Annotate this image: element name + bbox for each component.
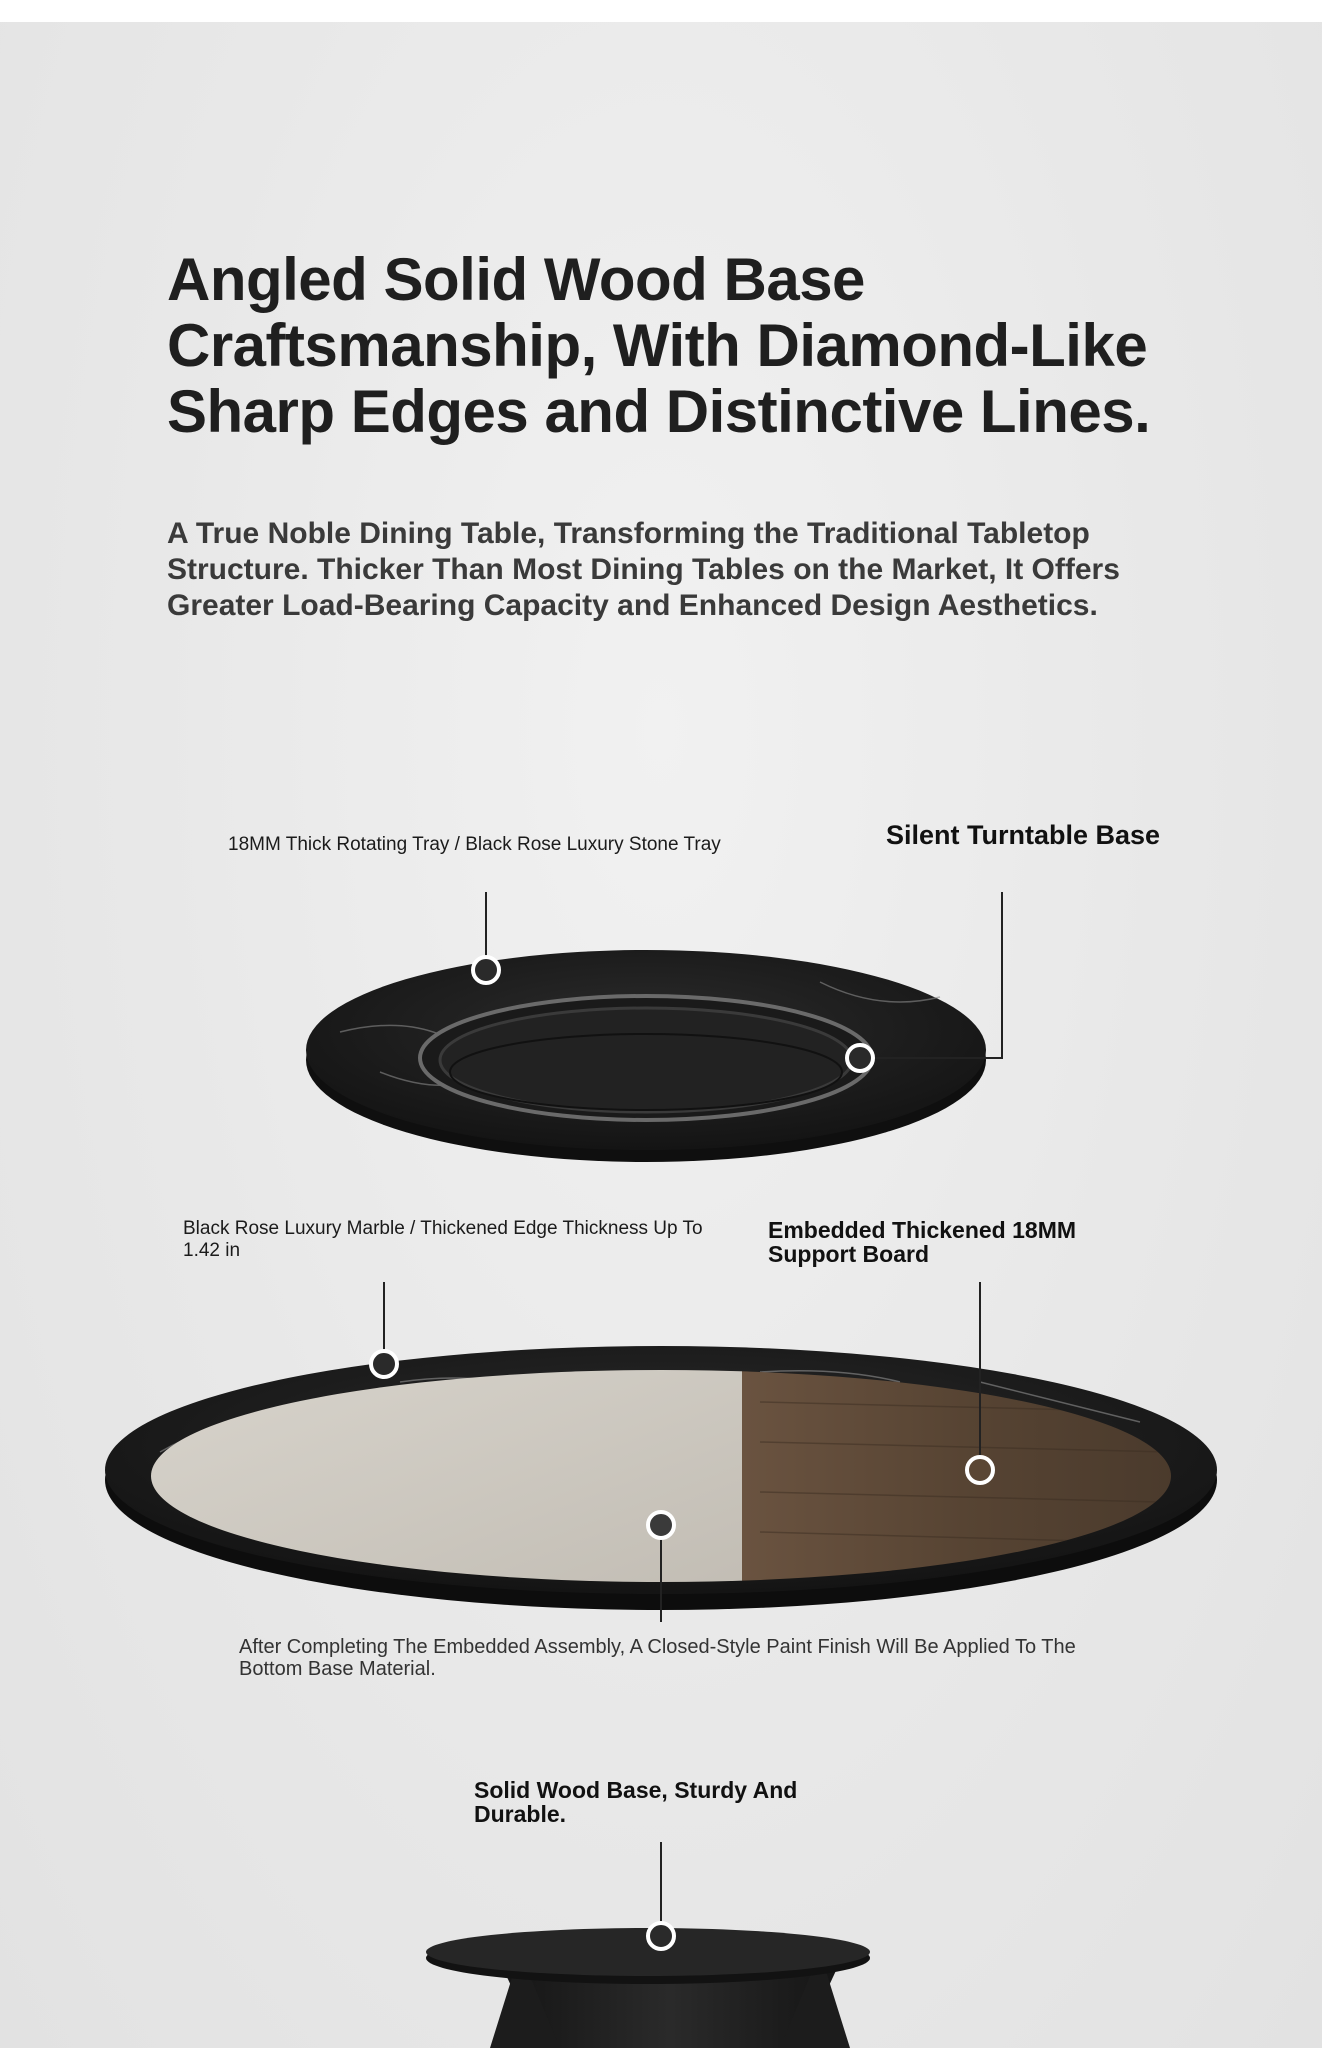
rotating-tray	[306, 950, 986, 1162]
marker-dot-paint	[648, 1512, 674, 1538]
callout-support-board: Embedded Thickened 18MM Support Board	[768, 1217, 1077, 1267]
callout-wood-base: Solid Wood Base, Sturdy And Durable.	[474, 1777, 798, 1827]
headline: Angled Solid Wood Base Craftsmanship, With Diamond-Like Sharp Edges and Distinctive Lines.	[167, 246, 1151, 445]
callout-paint-note: After Completing The Embedded Assembly, A Closed-Style Paint Finish Will Be Applied To The Bottom Base Material.	[239, 1636, 1076, 1680]
product-feature-panel	[0, 22, 1322, 2048]
top-bar	[0, 0, 1322, 22]
callout-marble: Black Rose Luxury Marble / Thickened Edge Thickness Up To 1.42 in	[183, 1218, 703, 1261]
callout-turntable: Silent Turntable Base	[886, 820, 1161, 850]
marker-dot-board	[967, 1457, 993, 1483]
marker-dot-turntable	[847, 1045, 873, 1071]
solid-wood-base	[426, 1928, 870, 2048]
marker-dot-marble	[371, 1351, 397, 1377]
callout-tray: 18MM Thick Rotating Tray / Black Rose Luxury Stone Tray	[228, 834, 721, 855]
marker-dot-base	[648, 1923, 674, 1949]
subtitle: A True Noble Dining Table, Transforming the Traditional Tabletop Structure. Thicker Than Most Dining Tables on the Market, It Offers Greater Load-Bearing Capacity and Enhanced Design Aesthetics.	[167, 517, 1120, 622]
marker-dot-tray	[473, 957, 499, 983]
